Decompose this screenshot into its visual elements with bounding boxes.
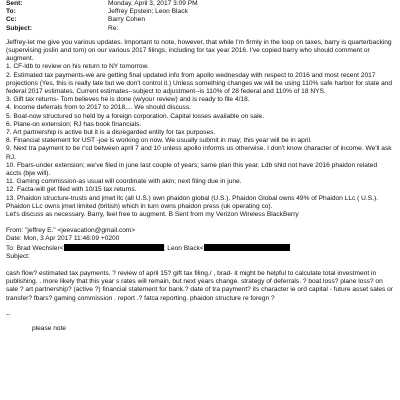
email-header	[6, 0, 394, 33]
quoted-to-row	[6, 244, 394, 253]
to-label: To:	[6, 8, 16, 16]
quoted-from-value: "jeffrey E." <jeevacation@gmail.com>	[25, 227, 136, 235]
email-page	[6, 0, 394, 333]
closing-line: Let's discuss as necessary. Barry, feel free to augment. B Sent from my Verizon Wireless BlackBerry	[6, 211, 299, 219]
subject-value: Re:	[108, 24, 119, 32]
cc-label: Cc:	[6, 16, 17, 24]
quoted-date-value: Mon, 3 Apr 2017 11:46:09 +0200	[23, 235, 120, 243]
quoted-from-row	[6, 227, 394, 235]
quoted-subject-label: Subject:	[6, 252, 30, 260]
to-row	[6, 8, 394, 16]
email-body	[6, 39, 394, 219]
redaction-block	[204, 244, 290, 251]
quoted-subject-row	[6, 253, 394, 261]
body-item: 6. Plane-on extension; RJ has book financials.	[6, 120, 142, 128]
subject-row	[6, 25, 394, 33]
body-item: 10. Fbars-under extension; we've filed in june last couple of years; same plan this year. Ldb shld not have 2016 phaidon related accts (bjw will).	[6, 161, 378, 177]
please-note-text: please note	[32, 325, 67, 333]
body-item: 12. Facta-will get filed with 10/15 tax returns.	[6, 186, 137, 194]
body-item: 1. CF-ldb to review on his return to NY tomorrow.	[6, 63, 149, 71]
quoted-date-label: Date:	[6, 235, 22, 243]
quoted-body: cash flow? estimated tax payments. ? review of april 15? gift tax filing./ , brad- it might be helpful to calculate total investment in publishing. . more likely that this year s rates will remain, but next years change. strategy of deferrals. ? boat loss? plane loss? on sale ? art partnership? (active ?) financial statement for bank.? date of tra payment? its character ie ord capital - future asset sales or transfer? fbars? gaming commission . report .? fatca reporting. phaidon structure re foregn ?	[6, 270, 394, 302]
body-item: 9. Next tra payment to be r'cd between april 7 and 10 unless apollo informs us otherwise. I don't know character of income. We'll ask RJ.	[6, 145, 392, 161]
body-item: 7. Art partnership is active but it is a disregarded entity for tax purposes.	[6, 128, 216, 136]
body-item: 8. Financial statement for UST -joe is working on now. We usually submit in may; this year will be in april.	[6, 137, 312, 145]
redaction-block	[64, 244, 164, 251]
signature-separator: --	[6, 310, 11, 318]
sent-value: Monday, April 3, 2017 3:09 PM	[108, 0, 198, 7]
body-item: 13. Phaidon structure-trusts and jmwt llc (all U.S.) own phaidon global (U.S.). Phaidon Global owns 49% of Phaidon LLc ( U.S.). Phaidon LLc owns jmwt limited (british) which in turn owns phaidon press (uk operating co).	[6, 194, 378, 210]
quoted-to-value-2: ; Leon Black<	[163, 244, 204, 252]
body-item: 3. Gift tax returns- Tom believes he is done (w/your review) and is ready to file 4/18.	[6, 96, 250, 104]
body-item: 11. Gaming commission-as usual will coordinate with akin; next filing due in june.	[6, 178, 242, 186]
cc-value: Barry Cohen	[108, 16, 146, 24]
quoted-date-row	[6, 235, 394, 243]
quoted-message	[6, 227, 394, 333]
body-item: 2. Estimated tax payments-we are getting final updated info from apollo wednesday with respect to 2016 and most recent 2017 projections (Yes, this is really late but we don't control it.) Unless something changes we will be using 110% safe harbor for state and federal 2017 estimates. Current estimates--subject to adjustment--is 110% of 28 federal and 110% of 18 NYS.	[6, 71, 393, 95]
body-item: 5. Boat-now structured so held by a foreign corporation. Capital losses available on sale.	[6, 112, 265, 120]
cc-row	[6, 16, 394, 24]
body-item: 4. Income deferrals from to 2017 to 2018.... We should discuss.	[6, 104, 191, 112]
sent-row	[6, 0, 394, 8]
quoted-from-label: From:	[6, 227, 24, 235]
quoted-to-label: To:	[6, 244, 15, 252]
intro-paragraph: Jeffrey-let me give you various updates. Important to note, however, that while I'm firmly in the loop on taxes, barry is quarterbacking (supervising joslin and tom) on our various 2017 filings, including for tax year 2016. I've copied barry who should comment or augment.	[6, 38, 392, 63]
subject-label: Subject:	[6, 24, 33, 32]
quoted-to-value-1: Brad Wechsler<	[16, 244, 64, 252]
to-value: Jeffrey Epstein; Leon Black	[108, 8, 188, 16]
sent-label: Sent:	[6, 0, 23, 7]
